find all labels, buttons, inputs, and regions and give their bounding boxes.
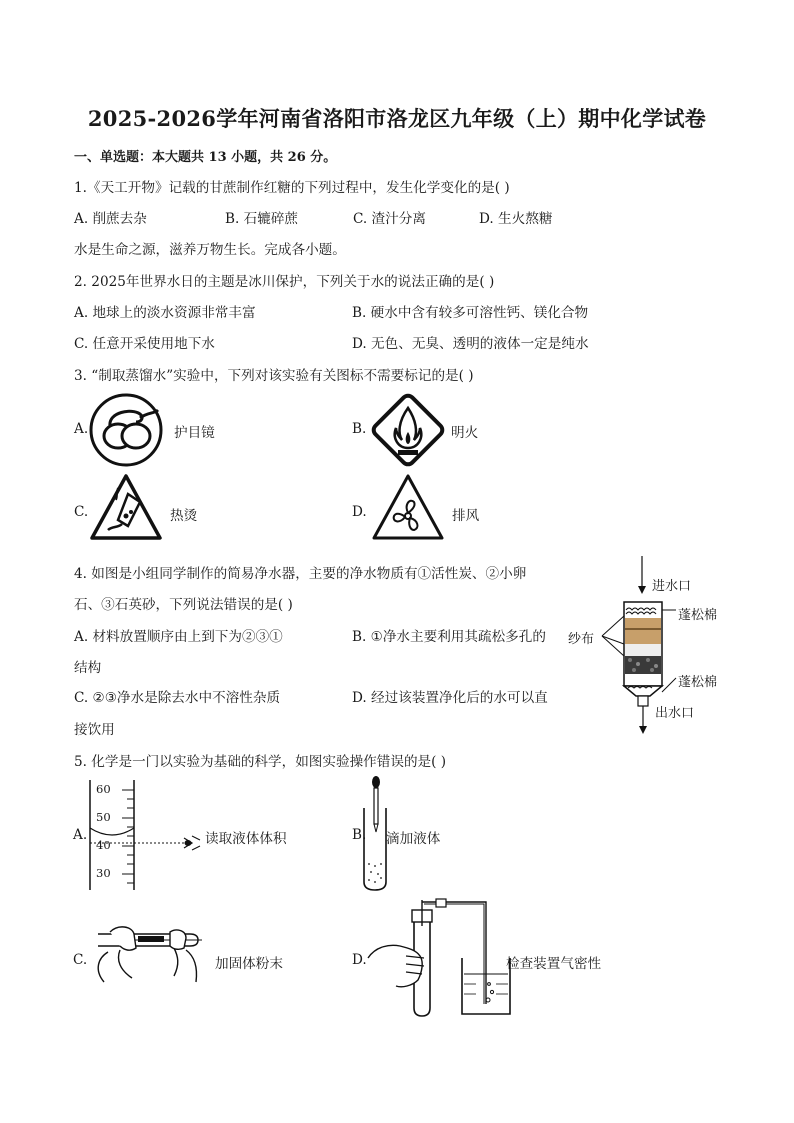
q4-option-d-line2[interactable]: 接饮用 — [74, 722, 115, 738]
q5-option-d-letter[interactable]: D. — [352, 952, 367, 968]
q3-option-a-letter[interactable]: A. — [74, 421, 89, 437]
open-flame-icon — [368, 392, 448, 468]
hot-surface-icon — [88, 472, 164, 542]
goggles-icon — [88, 392, 164, 468]
q4-stem-line1: 4. 如图是小组同学制作的简易净水器，主要的净水物质有①活性炭、②小卵 — [74, 566, 527, 582]
q2-option-a[interactable]: A. 地球上的淡水资源非常丰富 — [74, 305, 256, 321]
q4-option-a[interactable]: A. 材料放置顺序由上到下为②③① — [74, 629, 283, 645]
q5-option-b-label: 滴加液体 — [386, 831, 441, 847]
q3-stem: 3. “制取蒸馏水”实验中，下列对该实验有关图标不需要标记的是( ) — [74, 368, 474, 384]
label-cotton-top: 蓬松棉 — [678, 608, 718, 623]
cylinder-tick-60: 60 — [96, 782, 111, 796]
q1-option-d[interactable]: D. 生火熬糖 — [479, 211, 553, 227]
label-gauze: 纱布 — [568, 632, 595, 647]
ventilation-fan-icon — [370, 472, 446, 542]
cylinder-tick-40: 40 — [96, 838, 111, 852]
q4-option-d-line1[interactable]: D. 经过该装置净化后的水可以直 — [352, 690, 548, 706]
q5-option-b-letter[interactable]: B. — [352, 827, 367, 843]
q2-option-b[interactable]: B. 硬水中含有较多可溶性钙、镁化合物 — [352, 305, 589, 321]
q3-option-b-letter[interactable]: B. — [352, 421, 367, 437]
q5-option-a-letter[interactable]: A. — [73, 827, 88, 843]
q3-option-b-label: 明火 — [451, 425, 479, 441]
q4-option-c[interactable]: C. ②③净水是除去水中不溶性杂质 — [74, 690, 281, 706]
q3-option-c-label: 热烫 — [170, 508, 198, 524]
q5-option-a-label: 读取液体体积 — [205, 831, 287, 847]
page-title: 2025-2026学年河南省洛阳市洛龙区九年级（上）期中化学试卷 — [87, 106, 707, 131]
q2-option-d[interactable]: D. 无色、无臭、透明的液体一定是纯水 — [352, 336, 589, 352]
q5-option-c-letter[interactable]: C. — [73, 952, 88, 968]
label-inlet: 进水口 — [652, 579, 692, 594]
q1-option-b[interactable]: B. 石辘碎蔗 — [225, 211, 299, 227]
q2-stem: 2. 2025年世界水日的主题是冰川保护，下列关于水的说法正确的是( ) — [74, 274, 495, 290]
q5-option-d-label: 检查装置气密性 — [506, 956, 602, 972]
cylinder-tick-50: 50 — [96, 810, 111, 824]
q1-stem: 1.《天工开物》记载的甘蔗制作红糖的下列过程中，发生化学变化的是( ) — [74, 180, 510, 196]
adding-powder-figure — [90, 922, 210, 986]
q3-option-c-letter[interactable]: C. — [74, 504, 89, 520]
q3-option-d-letter[interactable]: D. — [352, 504, 367, 520]
q4-option-b-line2[interactable]: 结构 — [74, 660, 102, 676]
cylinder-tick-30: 30 — [96, 866, 111, 880]
q4-stem-line2: 石、③石英砂，下列说法错误的是( ) — [74, 597, 293, 613]
q3-option-a-label: 护目镜 — [174, 425, 215, 441]
q5-stem: 5. 化学是一门以实验为基础的科学，如图实验操作错误的是( ) — [74, 754, 447, 770]
q5-option-c-label: 加固体粉末 — [215, 956, 283, 972]
q1-option-a[interactable]: A. 削蔗去杂 — [74, 211, 147, 227]
airtightness-check-figure — [366, 896, 516, 1018]
water-intro: 水是生命之源，滋养万物生长。完成各小题。 — [74, 242, 346, 258]
q2-option-c[interactable]: C. 任意开采使用地下水 — [74, 336, 215, 352]
section-heading: 一、单选题：本大题共 13 小题，共 26 分。 — [74, 150, 337, 165]
q4-option-b-line1[interactable]: B. ①净水主要利用其疏松多孔的 — [352, 629, 546, 645]
label-cotton-bottom: 蓬松棉 — [678, 675, 718, 690]
label-outlet: 出水口 — [655, 706, 695, 721]
q3-option-d-label: 排风 — [452, 508, 480, 524]
q1-option-c[interactable]: C. 渣汁分离 — [353, 211, 426, 227]
